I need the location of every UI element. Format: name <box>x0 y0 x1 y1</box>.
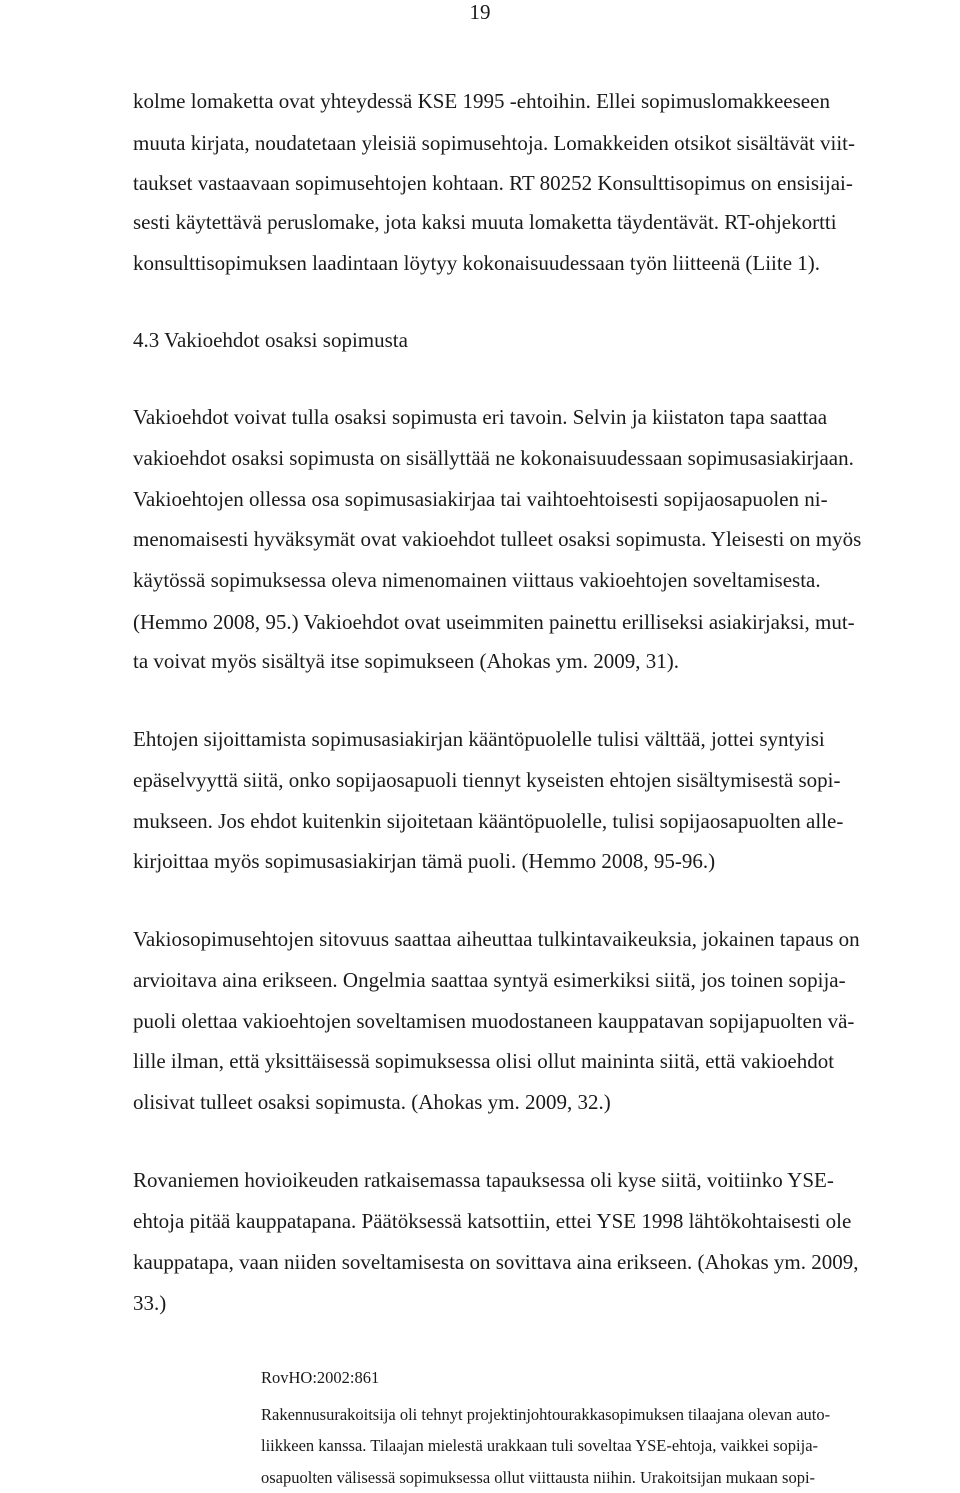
text-line: Vakioehdot voivat tulla osaksi sopimusta eri tavoin. Selvin ja kiistaton tapa saattaa <box>133 405 828 429</box>
text-line: olisivat tulleet osaksi sopimusta. (Ahokas ym. 2009, 32.) <box>133 1090 611 1114</box>
text-line: ta voivat myös sisältyä itse sopimukseen (Ahokas ym. 2009, 31). <box>133 649 679 673</box>
text-line: kauppatapa, vaan niiden soveltamisesta on sovittava aina erikseen. (Ahokas ym. 2009, <box>133 1250 859 1274</box>
quote-line: osapuolten välisessä sopimuksessa ollut viittausta niihin. Urakoitsijan mukaan sopi- <box>261 1468 816 1487</box>
text-line: kolme lomaketta ovat yhteydessä KSE 1995 -ehtoihin. Ellei sopimuslomakkeeseen <box>133 89 830 113</box>
text-line: muuta kirjata, noudatetaan yleisiä sopimusehtoja. Lomakkeiden otsikot sisältävät viit- <box>133 131 855 155</box>
text-line: arvioitava aina erikseen. Ongelmia saattaa syntyä esimerkiksi siitä, jos toinen sopija- <box>133 968 846 992</box>
text-line: Ehtojen sijoittamista sopimusasiakirjan kääntöpuolelle tulisi välttää, jottei syntyisi <box>133 727 825 751</box>
page-number: 19 <box>469 0 491 24</box>
case-reference: RovHO:2002:861 <box>261 1368 380 1387</box>
text-line: käytössä sopimuksessa oleva nimenomainen viittaus vakioehtojen soveltamisesta. <box>133 568 821 592</box>
text-line: lille ilman, että yksittäisessä sopimuksessa olisi ollut maininta siitä, että vakioehdot <box>133 1049 835 1073</box>
text-line: sesti käytettävä peruslomake, jota kaksi muuta lomaketta täydentävät. RT-ohjekortti <box>133 210 837 234</box>
text-line: kirjoittaa myös sopimusasiakirjan tämä puoli. (Hemmo 2008, 95-96.) <box>133 849 716 873</box>
text-line: (Hemmo 2008, 95.) Vakioehdot ovat useimmiten painettu erilliseksi asiakirjaksi, mut- <box>133 610 855 634</box>
text-line: 33.) <box>133 1291 167 1315</box>
text-line: epäselvyyttä siitä, onko sopijaosapuoli tiennyt kyseisten ehtojen sisältymisestä sopi- <box>133 768 841 792</box>
quote-line: Rakennusurakoitsija oli tehnyt projektinjohtourakkasopimuksen tilaajana olevan auto- <box>261 1405 831 1424</box>
text-line: puoli olettaa vakioehtojen soveltamisen muodostaneen kauppatavan sopijapuolten vä- <box>133 1009 855 1033</box>
text-line: konsulttisopimuksen laadintaan löytyy kokonaisuudessaan työn liitteenä (Liite 1). <box>133 251 821 275</box>
text-line: ehtoja pitää kauppatapana. Päätöksessä katsottiin, ettei YSE 1998 lähtökohtaisesti ole <box>133 1209 852 1233</box>
quote-line: liikkeen kanssa. Tilaajan mielestä urakkaan tuli soveltaa YSE-ehtoja, vaikkei sopija- <box>261 1436 819 1455</box>
text-line: Rovaniemen hovioikeuden ratkaisemassa tapauksessa oli kyse siitä, voitiinko YSE- <box>133 1168 834 1192</box>
text-line: Vakiosopimusehtojen sitovuus saattaa aiheuttaa tulkintavaikeuksia, jokainen tapaus on <box>133 927 860 951</box>
text-line: mukseen. Jos ehdot kuitenkin sijoitetaan kääntöpuolelle, tulisi sopijaosapuolten alle- <box>133 809 844 833</box>
text-line: Vakioehtojen ollessa osa sopimusasiakirjaa tai vaihtoehtoisesti sopijaosapuolen ni- <box>133 487 828 511</box>
text-line: vakioehdot osaksi sopimusta on sisällyttää ne kokonaisuudessaan sopimusasiakirjaan. <box>133 446 854 470</box>
text-line: menomaisesti hyväksymät ovat vakioehdot tulleet osaksi sopimusta. Yleisesti on myös <box>133 527 862 551</box>
section-heading: 4.3 Vakioehdot osaksi sopimusta <box>133 328 408 352</box>
text-line: taukset vastaavaan sopimusehtojen kohtaan. RT 80252 Konsulttisopimus on ensisijai- <box>133 171 853 195</box>
